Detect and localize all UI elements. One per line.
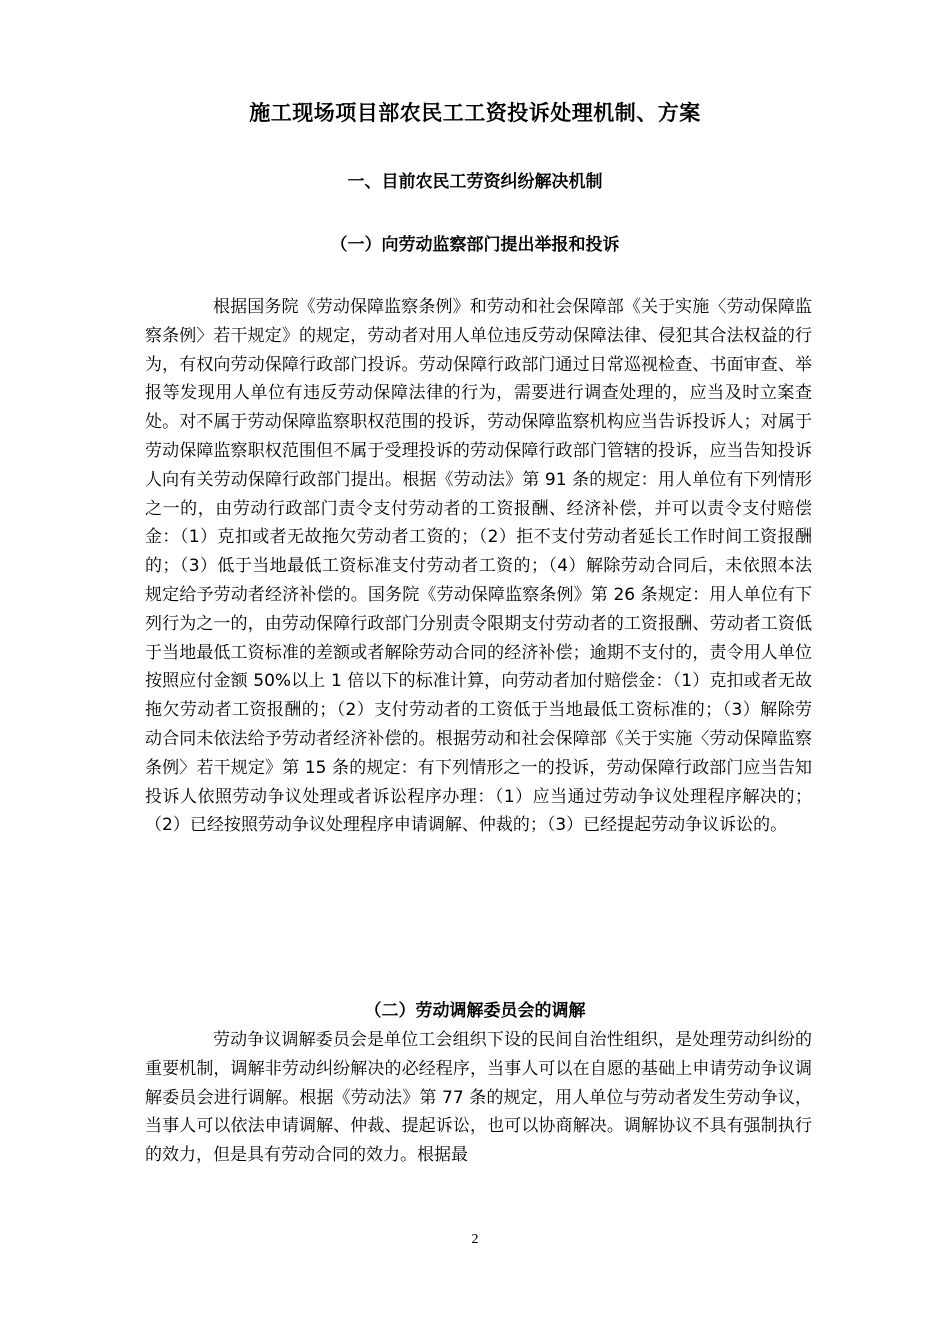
subsection-heading: （一）向劳动监察部门提出举报和投诉 [330,235,620,255]
subsection-heading: （二）劳动调解委员会的调解 [364,1001,586,1021]
body-paragraph: 根据国务院《劳动保障监察条例》和劳动和社会保障部《关于实施〈劳动保障监察条例〉若干规定》的规定，劳动者对用人单位违反劳动保障法律、侵犯其合法权益的行为，有权向劳动保障行政部门投诉。劳动保障行政部门通过日常巡视检查、书面审查、举报等发现用人单位有违反劳动保障法律的行为，需要进行调查处理的，应当及时立案查处。对不属于劳动保障监察职权范围的投诉，劳动保障监察机构应当告诉投诉人；对属于劳动保障监察职权范围但不属于受理投诉的劳动保障行政部门管辖的投诉，应当告知投诉人向有关劳动保障行政部门提出。根据《劳动法》第 91 条的规定：用人单位有下列情形之一的，由劳动行政部门责令支付劳动者的工资报酬、经济补偿，并可以责令支付赔偿金：（1）克扣或者无故拖欠劳动者工资的；（2）拒不支付劳动者延长工作时间工资报酬的；（3）低于当地最低工资标准支付劳动者工资的；（4）解除劳动合同后，未依照本法规定给予劳动者经济补偿的。国务院《劳动保障监察条例》第 26 条规定：用人单位有下列行为之一的，由劳动保障行政部门分别责令限期支付劳动者的工资报酬、劳动者工资低于当地最低工资标准的差额或者解除劳动合同的经济补偿；逾期不支付的，责令用人单位按照应付金额 50%以上 1 倍以下的标准计算，向劳动者加付赔偿金：（1）克扣或者无故拖欠劳动者工资报酬的；（2）支付劳动者的工资低于当地最低工资标准的；（3）解除劳动合同未依法给予劳动者经济补偿的。根据劳动和社会保障部《关于实施〈劳动保障监察条例〉若干规定》第 15 条的规定：有下列情形之一的投诉，劳动保障行政部门应当告知投诉人依照劳动争议处理或者诉讼程序办理：（1）应当通过劳动争议处理程序解决的；（2）已经按照劳动争议处理程序申请调解、仲裁的；（3）已经提起劳动争议诉讼的。 [145,297,812,836]
page-number: 2 [471,1232,479,1247]
document-title: 施工现场项目部农民工工资投诉处理机制、方案 [249,101,701,125]
body-paragraph: 劳动争议调解委员会是单位工会组织下设的民间自治性组织，是处理劳动纠纷的重要机制，调解非劳动纠纷解决的必经程序，当事人可以在自愿的基础上申请劳动争议调解委员会进行调解。根据《劳动法》第 77 条的规定，用人单位与劳动者发生劳动争议，当事人可以依法申请调解、仲裁、提起诉讼，也可以协商解决。调解协议不具有强制执行的效力，但是具有劳动合同的效力。根据最 [145,1030,812,1166]
section-heading: 一、目前农民工劳资纠纷解决机制 [347,172,603,192]
